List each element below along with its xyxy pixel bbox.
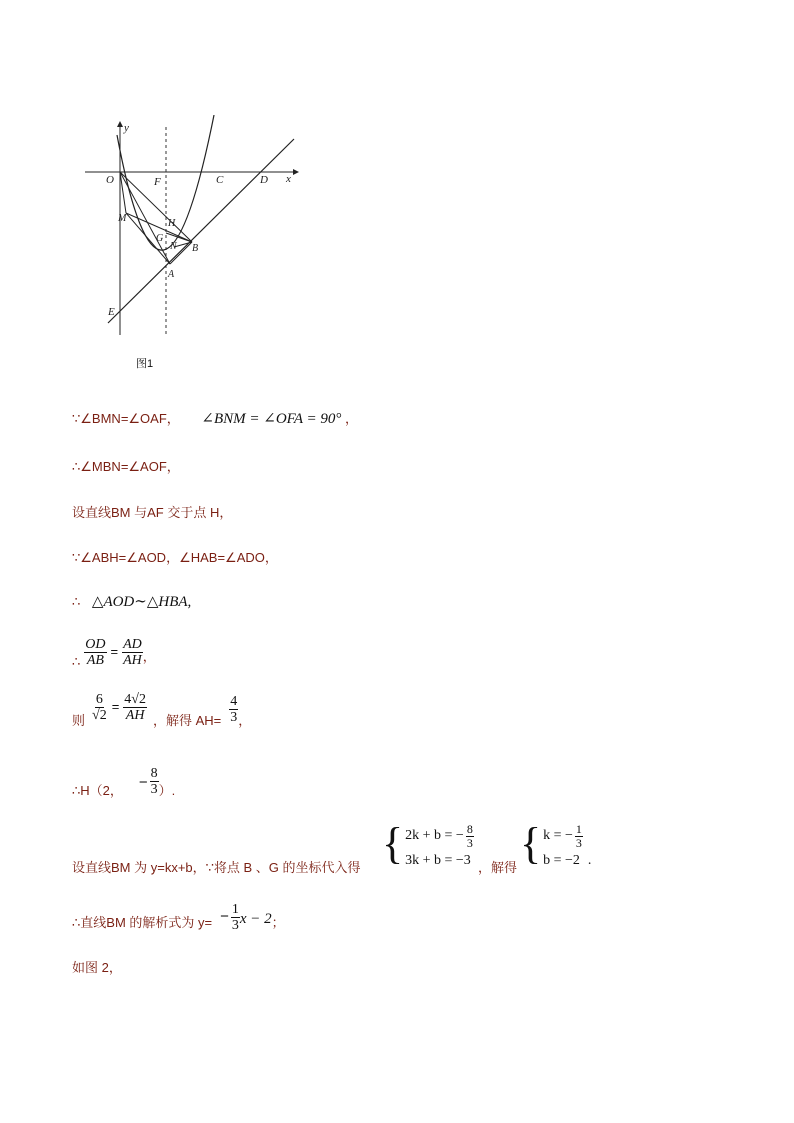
fraction-denominator: AH [123,652,142,668]
label-c: C [216,174,224,186]
figure-caption: 图1 [136,358,154,370]
equation-system-2 [520,819,592,872]
y-axis-arrow [117,121,123,127]
line-3: 设直线BM 与AF 交于点 H， [72,505,233,520]
fraction-denominator: AH [125,708,145,723]
left-brace: { [382,819,404,868]
equals-sign: = [110,644,119,659]
line-4: ∵∠ABH=∠AOD，∠HAB=∠ADO， [72,550,278,565]
line-9-text: 设直线BM 为 y=kx+b，∵将点 B 、G 的坐标代入得 [72,860,361,875]
fraction-numerator: 8 [466,821,473,836]
label-f: F [154,176,161,188]
label-m: M [118,213,127,224]
fraction-8-3 [150,766,159,797]
line-9-solve: ，解得 [478,860,518,875]
line-ed [108,139,294,323]
segment-oa [120,172,170,264]
line-1-math: ∠BNM = ∠OFA = 90° [201,411,342,427]
line-5-therefore: ∴ [72,594,81,609]
line-10-semicolon: ； [271,915,285,930]
left-brace: { [520,819,542,868]
line-10-math: x − 2 [239,911,272,927]
fraction-numerator: 1 [231,902,239,917]
system-2-row-1: k = − [543,828,573,843]
line-7-solve: ，解得 AH= [152,713,222,728]
line-6-therefore: ∴ [72,654,81,669]
line-1-text: ∵∠BMN=∠OAF， [72,411,180,426]
line-8-close: ）. [158,783,176,798]
system-1-row-2: 3k + b = −3 [405,853,471,868]
minus-sign: − [138,774,148,791]
label-o: O [106,174,114,186]
fraction-denominator: 3 [230,710,238,725]
fraction-denominator: 3 [466,835,473,850]
fraction-4sqrt2-ah [123,692,147,723]
fraction-numerator: 4 [230,694,238,709]
line-8-point-h: ∴H（2， [72,783,123,798]
system-1-row-1: 2k + b = − [405,828,464,843]
fraction-1-3 [575,823,583,850]
fraction-numerator: 6 [95,692,103,707]
line-5 [72,594,191,610]
line-10 [72,902,285,935]
fraction-numerator: OD [85,636,106,652]
label-b: B [192,243,199,254]
fraction-4-3 [229,694,238,725]
line-8 [72,766,175,799]
label-n: N [170,241,177,252]
equals-sign: = [111,699,120,714]
equation-system-1 [382,819,474,872]
segment-ma [126,213,170,264]
line-9-period: . [587,853,592,868]
line-1 [72,411,358,427]
fraction-denominator: 3 [150,782,158,797]
figure-1 [80,115,310,345]
minus-sign: − [220,908,229,925]
line-6-comma: ， [142,649,156,664]
fraction-ad-ah [122,637,143,668]
fraction-numerator: 1 [575,821,582,836]
fraction-denominator: 3 [231,918,239,933]
line-7 [72,692,251,729]
fraction-numerator: 8 [150,766,158,781]
label-d: D [260,174,268,186]
line-10-text: ∴直线BM 的解析式为 y= [72,915,213,930]
label-a: A [168,269,175,280]
fraction-od-ab [84,637,106,668]
line-6 [72,634,156,670]
label-g: G [156,233,164,244]
line-11: 如图 2， [72,960,122,975]
label-x: x [286,173,291,185]
fraction-numerator: 4√2 [124,692,146,707]
line-1-comma: ， [345,411,359,426]
line-7-comma: ， [238,713,252,728]
fraction-denominator: 3 [575,835,582,850]
line-7-then: 则 [72,713,86,728]
system-2-row-2: b = −2 [543,853,580,868]
x-axis-arrow [293,169,299,175]
fraction-denominator: √2 [92,708,107,723]
label-y: y [124,122,129,134]
label-e: E [108,306,115,318]
fraction-6-sqrt2 [91,692,108,723]
fraction-8-3 [466,823,474,850]
fraction-denominator: AB [86,652,104,668]
line-5-math: △AOD∼△HBA, [91,594,192,610]
fraction-1-3 [231,902,240,933]
fraction-numerator: AD [123,636,142,652]
label-h: H [168,218,176,229]
line-2: ∴∠MBN=∠AOF， [72,459,180,474]
